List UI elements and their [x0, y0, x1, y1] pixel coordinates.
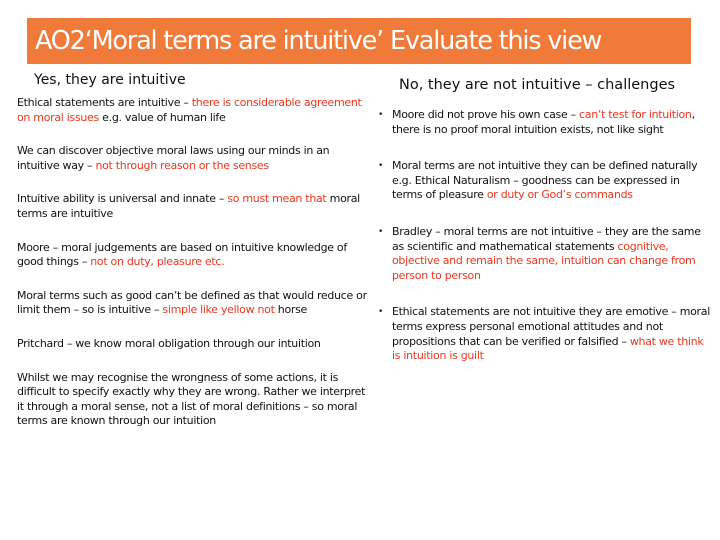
body-text: Moral terms are not intuitive they can be defined naturally e.g. Ethical Naturalism – goodness can be expressed in terms of pleasure	[392, 159, 698, 202]
body-text: We can discover objective moral laws using our minds in an intuitive way –	[17, 144, 330, 172]
right-point-text	[392, 305, 710, 362]
body-text: e.g. value of human life	[98, 110, 226, 124]
right-column	[378, 108, 710, 364]
left-point	[17, 192, 367, 221]
highlighted-text: or duty or God’s commands	[486, 188, 633, 202]
bullet-icon: •	[378, 110, 384, 120]
left-column-heading: Yes, they are intuitive	[34, 72, 186, 88]
body-text: Moral terms such as good can’t be defined as that would reduce or limit them – so is intuitive –	[17, 288, 367, 317]
right-column-heading: No, they are not intuitive – challenges	[399, 77, 676, 93]
highlighted-text: so must mean that	[227, 192, 327, 206]
highlighted-text: can’t test for intuition	[579, 108, 692, 121]
bullet-icon: •	[378, 161, 384, 172]
page-title: AO2‘Moral terms are intuitive’ Evaluate this view	[35, 26, 602, 56]
left-point	[17, 289, 367, 318]
right-point-text	[392, 159, 697, 201]
bullet-icon: •	[378, 226, 384, 237]
body-text: Intuitive ability is universal and innate –	[17, 192, 228, 206]
body-text: Whilst we may recognise the wrongness of some actions, it is difficult to specify exactly why they are wrong. Rather we interpret it through a moral sense, not a list of moral definitions – so moral terms are known through our intuition	[17, 370, 366, 428]
body-text: , there is no proof moral intuition exists, not like sight	[392, 108, 695, 136]
left-point	[17, 337, 367, 352]
right-point	[378, 108, 710, 137]
right-point-text	[392, 225, 701, 282]
highlighted-text: not on duty, pleasure etc.	[90, 255, 225, 269]
body-text: moral terms are intuitive	[17, 192, 360, 220]
body-text: Moore did not prove his own case –	[392, 108, 580, 121]
highlighted-text: not through reason or the senses	[95, 158, 269, 172]
title-bar	[27, 18, 691, 64]
highlighted-text: there is considerable agreement on moral issues	[17, 96, 362, 124]
body-text: Moore – moral judgements are based on intuitive knowledge of good things –	[17, 240, 347, 269]
left-point	[17, 96, 367, 125]
body-text: Bradley – moral terms are not intuitive – they are the same as scientific and mathematical statements	[392, 224, 701, 253]
highlighted-text: cognitive, objective and remain the same, intuition can change from person to person	[392, 239, 696, 282]
body-text: Ethical statements are intuitive –	[17, 96, 192, 109]
body-text: Ethical statements are not intuitive they are emotive – moral terms express personal emotional attitudes and not propositions that can be verified or falsified –	[392, 305, 710, 348]
left-point	[17, 144, 367, 173]
body-text: Pritchard – we know moral obligation through our intuition	[17, 336, 321, 350]
body-text: horse	[274, 303, 308, 317]
right-point	[378, 305, 710, 363]
left-point	[17, 371, 367, 429]
highlighted-text: what we think is intuition is guilt	[392, 334, 704, 363]
highlighted-text: simple like yellow not	[162, 303, 275, 317]
right-point	[378, 225, 710, 283]
right-point	[378, 159, 710, 203]
bullet-icon: •	[378, 307, 384, 318]
left-point	[17, 241, 367, 270]
right-point-text	[392, 108, 695, 136]
left-column	[17, 96, 367, 429]
